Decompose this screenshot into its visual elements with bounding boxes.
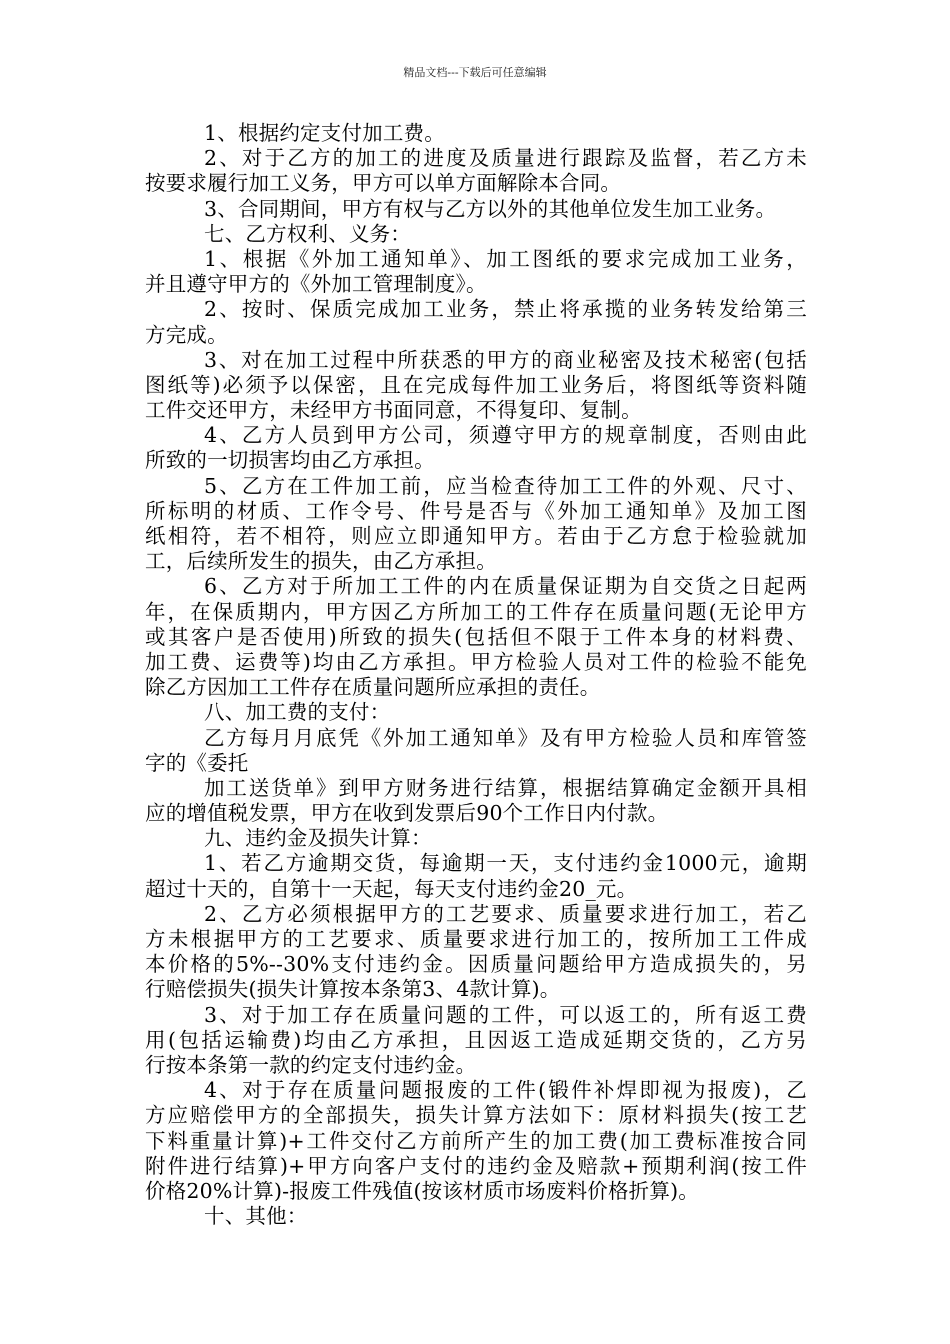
text-line: 加工费、运费等)均由乙方承担。甲方检验人员对工件的检验不能免 xyxy=(145,649,807,674)
text-line: 附件进行结算)+甲方向客户支付的违约金及赔款+预期利润(按工件 xyxy=(145,1153,807,1178)
page-header: 精品文档---下载后可任意编辑 xyxy=(403,66,547,79)
text-line: 1、根据《外加工通知单》、加工图纸的要求完成加工业务， xyxy=(204,246,807,271)
text-line: 6、乙方对于所加工工件的内在质量保证期为自交货之日起两 xyxy=(204,574,807,599)
text-line: 下料重量计算)+工件交付乙方前所产生的加工费(加工费标准按合同 xyxy=(145,1128,807,1153)
text-line: 纸相符，若不相符，则应立即通知甲方。若由于乙方怠于检验就加 xyxy=(145,524,807,548)
text-line: 乙方每月月底凭《外加工通知单》及有甲方检验人员和库管签 xyxy=(204,725,807,750)
text-line: 方未根据甲方的工艺要求、质量要求进行加工的，按所加工工件成 xyxy=(145,927,807,951)
text-line: 方完成。 xyxy=(145,322,228,347)
text-line: 除乙方因加工工件存在质量问题所应承担的责任。 xyxy=(145,675,601,700)
text-line: 5、乙方在工件加工前，应当检查待加工工件的外观、尺寸、 xyxy=(204,473,807,498)
text-line: 年，在保质期内，甲方因乙方所加工的工件存在质量问题(无论甲方 xyxy=(145,599,807,624)
text-line: 方应赔偿甲方的全部损失，损失计算方法如下：原材料损失(按工艺 xyxy=(145,1103,807,1128)
text-line: 2、对于乙方的加工的进度及质量进行跟踪及监督，若乙方未 xyxy=(204,146,807,171)
text-line: 图纸等)必须予以保密，且在完成每件加工业务后，将图纸等资料随 xyxy=(145,372,807,397)
text-line: 2、按时、保质完成加工业务，禁止将承揽的业务转发给第三 xyxy=(204,297,807,322)
text-line: 字的《委托 xyxy=(145,750,249,775)
text-line: 工件交还甲方，未经甲方书面同意，不得复印、复制。 xyxy=(145,398,642,423)
text-line: 工，后续所发生的损失，由乙方承担。 xyxy=(145,549,497,574)
text-line: 1、根据约定支付加工费。 xyxy=(204,121,445,145)
text-line: 并且遵守甲方的《外加工管理制度》。 xyxy=(145,272,487,297)
text-line: 十、其他： xyxy=(204,1204,308,1229)
text-line: 按要求履行加工义务，甲方可以单方面解除本合同。 xyxy=(145,171,622,196)
text-line: 用(包括运输费)均由乙方承担，且因返工造成延期交货的，乙方另 xyxy=(145,1027,807,1052)
text-line: 加工送货单》到甲方财务进行结算，根据结算确定金额开具相 xyxy=(204,775,807,800)
text-line: 八、加工费的支付： xyxy=(204,700,391,725)
text-line: 行赔偿损失(损失计算按本条第3、4款计算)。 xyxy=(145,977,561,1002)
text-line: 七、乙方权利、义务： xyxy=(204,221,411,246)
text-line: 本价格的5%--30%支付违约金。因质量问题给甲方造成损失的，另 xyxy=(145,952,807,977)
text-line: 3、对于加工存在质量问题的工件，可以返工的，所有返工费 xyxy=(204,1002,807,1027)
text-line: 价格20%计算)-报废工件残值(按该材质市场废料价格折算)。 xyxy=(145,1178,699,1203)
text-line: 3、对在加工过程中所获悉的甲方的商业秘密及技术秘密(包括 xyxy=(204,347,807,372)
document-body xyxy=(145,121,807,1229)
text-line: 行按本条第一款的约定支付违约金。 xyxy=(145,1052,477,1077)
text-line: 应的增值税发票，甲方在收到发票后90个工作日内付款。 xyxy=(145,801,669,826)
text-line: 九、违约金及损失计算： xyxy=(204,826,432,851)
text-line: 1、若乙方逾期交货，每逾期一天，支付违约金1000元，逾期 xyxy=(204,851,807,876)
text-line: 超过十天的，自第十一天起，每天支付违约金20_元。 xyxy=(145,876,638,901)
text-line: 4、对于存在质量问题报废的工件(锻件补焊即视为报废)，乙 xyxy=(204,1078,807,1103)
text-line: 3、合同期间，甲方有权与乙方以外的其他单位发生加工业务。 xyxy=(204,196,777,221)
text-line: 4、乙方人员到甲方公司，须遵守甲方的规章制度，否则由此 xyxy=(204,423,807,448)
text-line: 2、乙方必须根据甲方的工艺要求、质量要求进行加工，若乙 xyxy=(204,901,807,926)
text-line: 或其客户是否使用)所致的损失(包括但不限于工件本身的材料费、 xyxy=(145,624,807,649)
text-line: 所标明的材质、工作令号、件号是否与《外加工通知单》及加工图 xyxy=(145,498,807,523)
text-line: 所致的一切损害均由乙方承担。 xyxy=(145,448,435,473)
